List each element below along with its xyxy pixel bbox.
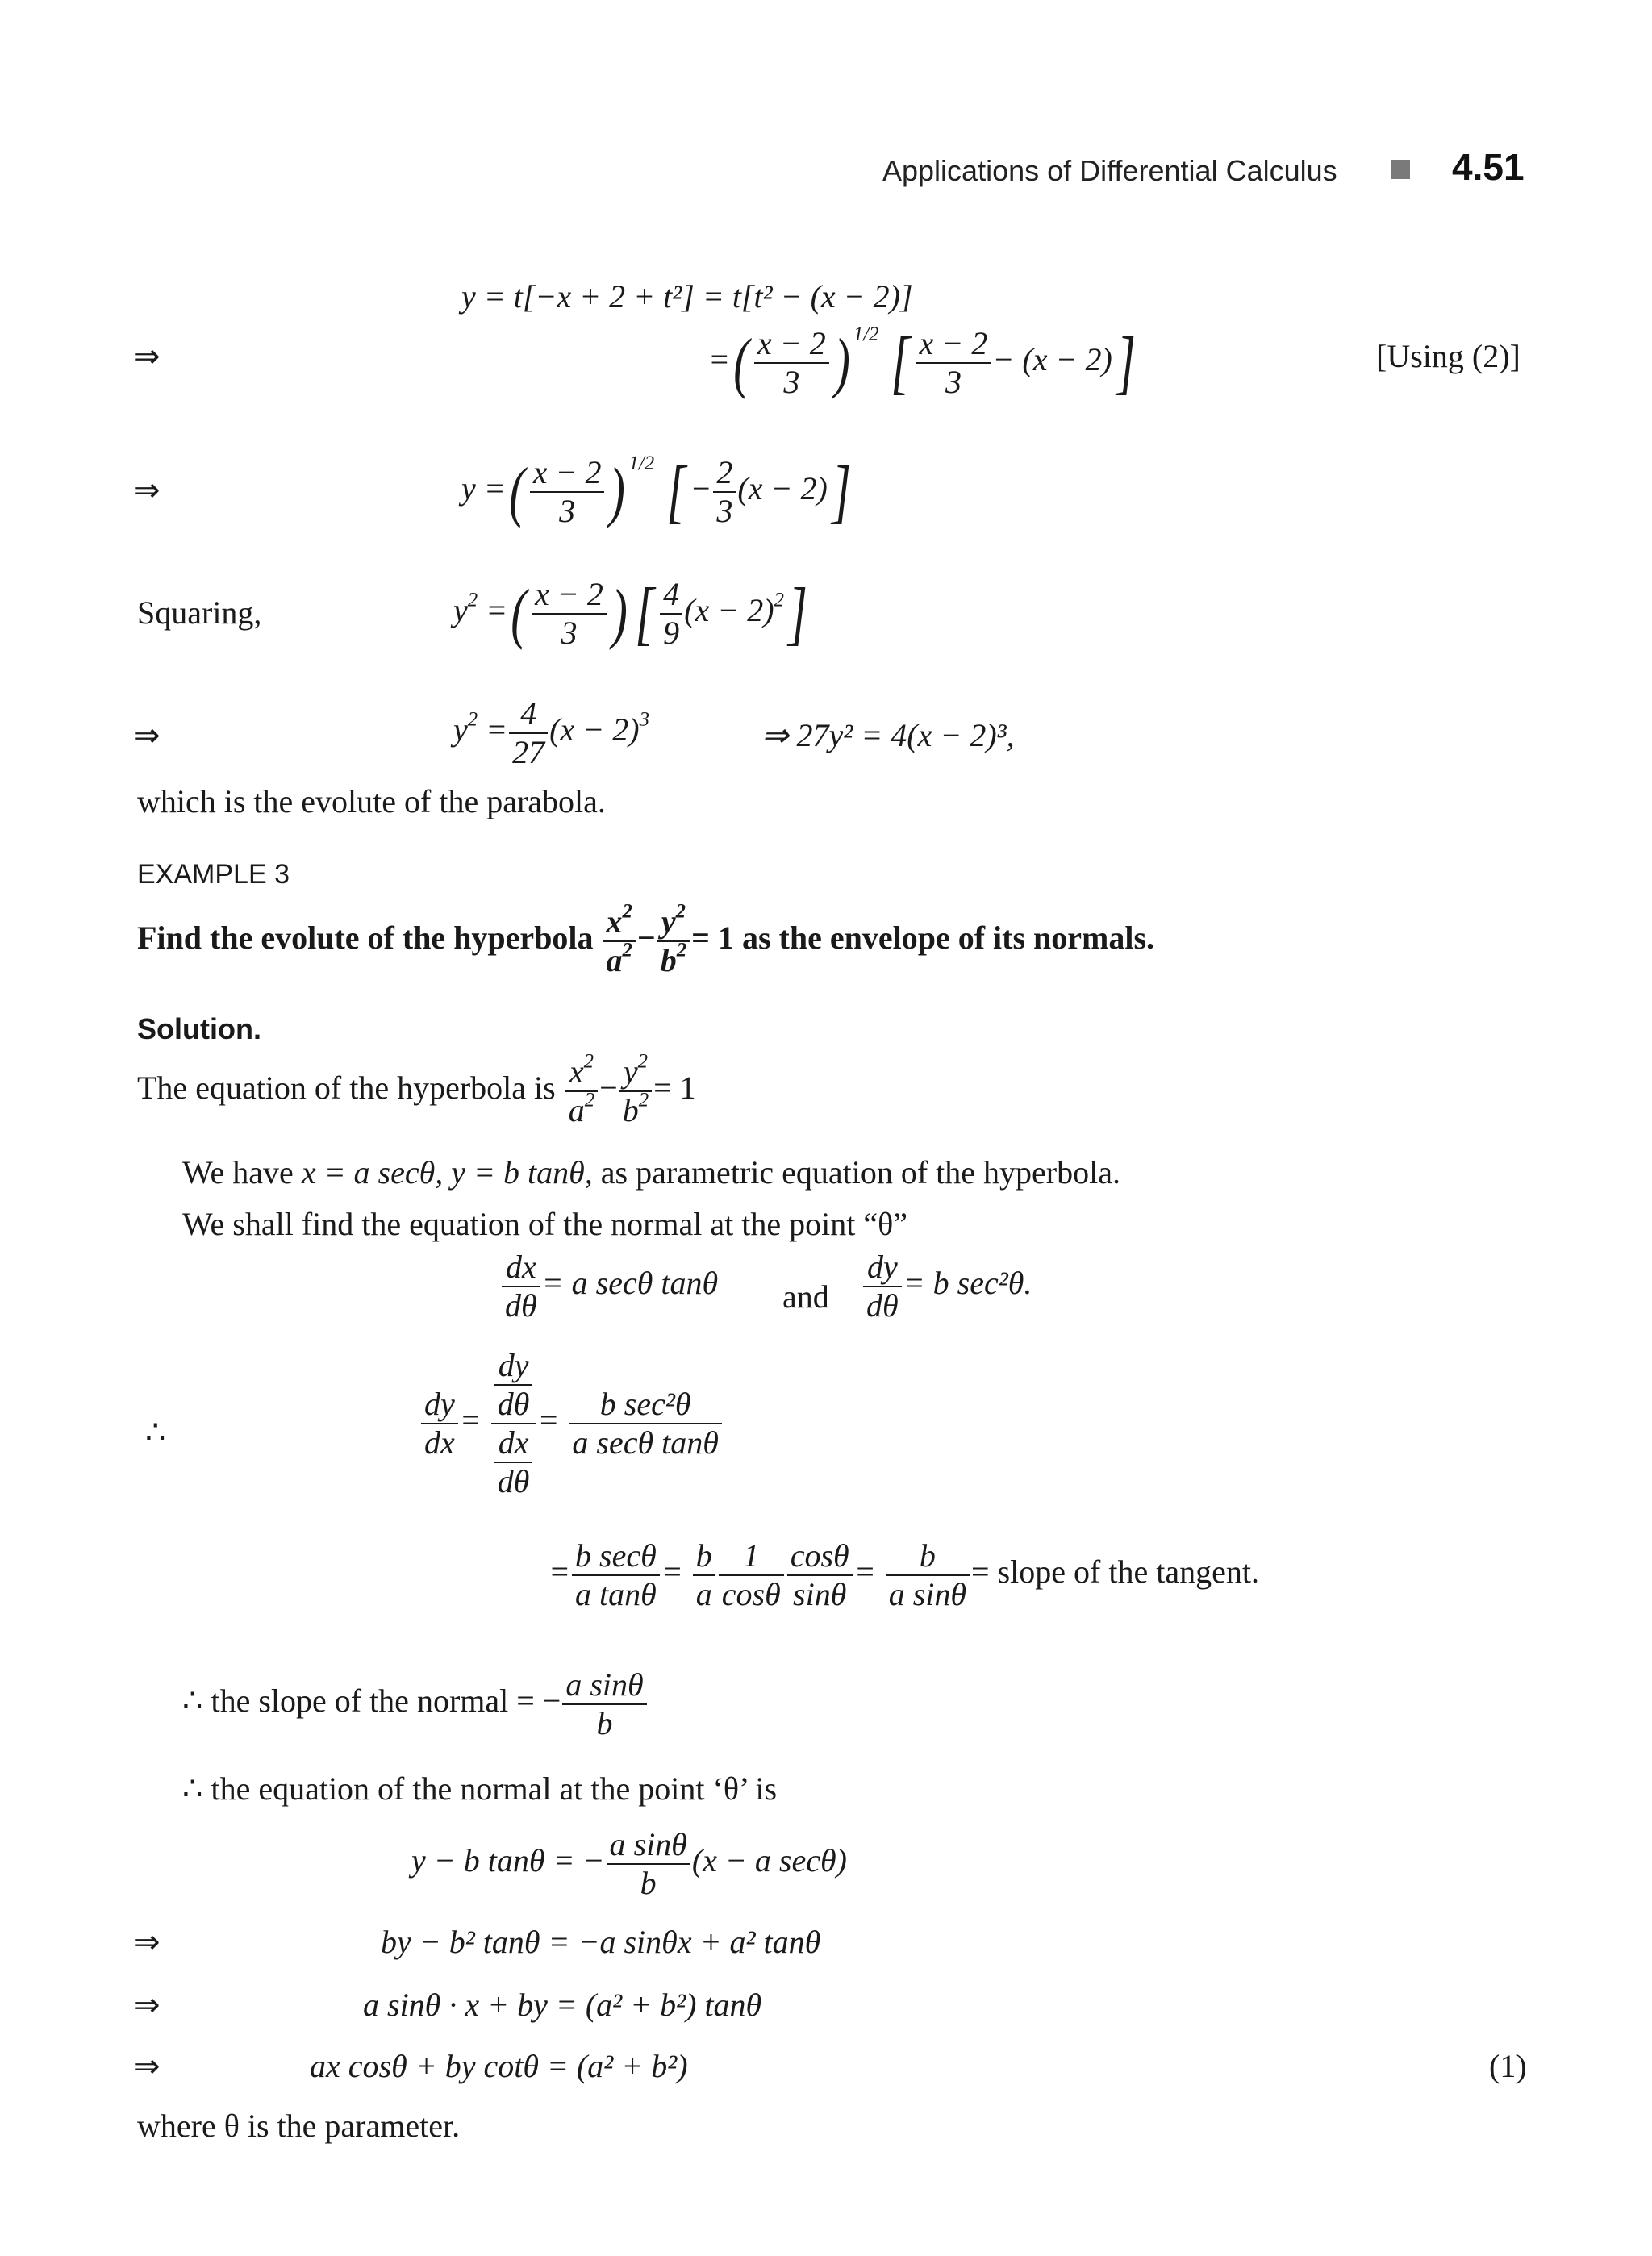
dy-dx-equation: $\frac{dy}{dx}$ = $\frac{\frac{dy}{d\theta}}{\frac{dx}{d\theta}}$ = $\frac{\text{b sec²θ}}{\text{a secθ tanθ}}$ [419, 1347, 724, 1500]
implies-symbol: ⇒ [133, 2048, 161, 2084]
page-number: 4.51 [1452, 146, 1525, 188]
equation-2: =( $\frac{x - 2}{3}$ ) $^{1/2}$ [ $\frac{x - 2}{3}$ − (x − 2)] [708, 323, 1136, 402]
hyperbola-equation-line: The equation of the hyperbola is $\frac{x^2}{a^2}$ − $\frac{y^2}{b^2}$ = 1 [137, 1050, 696, 1128]
chapter-title: Applications of Differential Calculus [882, 154, 1337, 187]
derivative-dx: $\frac{dx}{d\theta}$ = a secθ tanθ [500, 1249, 718, 1324]
normal-slope: ∴ the slope of the normal = − $\frac{\text{a sinθ}}{b}$ [182, 1666, 649, 1742]
and-word: and [782, 1278, 829, 1315]
example-label: EXAMPLE 3 [137, 859, 290, 890]
using-reference: [Using (2)] [1376, 338, 1521, 374]
normal-equation-4: ax cosθ + by cotθ = (a² + b²) [310, 2048, 688, 2084]
equation-1: y = t[−x + 2 + t²] = t[t² − (x − 2)] [461, 278, 913, 315]
implies-symbol: ⇒ [133, 338, 161, 374]
squaring-label: Squaring, [137, 594, 262, 631]
parameter-note: where θ is the parameter. [137, 2108, 461, 2144]
normal-equation-1: y − b tanθ = − $\frac{\text{a sinθ}}{b}$ (x − a secθ) [411, 1826, 847, 1901]
evolute-conclusion: which is the evolute of the parabola. [137, 783, 606, 819]
implies-symbol: ⇒ [133, 717, 161, 753]
therefore-symbol: ∴ [145, 1414, 166, 1450]
header-square-icon [1391, 160, 1410, 179]
implies-symbol: ⇒ [133, 472, 161, 508]
equation-5: $y^2$ = $\frac{4}{27}$ $(x - 2)^3$ [453, 695, 649, 770]
example-statement: Find the evolute of the hyperbola $\frac{x^2}{a^2}$ − $\frac{y^2}{b^2}$ = 1 as the envelope of its normals. [137, 900, 1155, 978]
equation-4: $y^2$ =( $\frac{x - 2}{3}$ ) [ $\frac{4}{9}$ $(x - 2)^2$] [453, 574, 808, 653]
normal-equation-2: by − b² tanθ = −a sinθx + a² tanθ [381, 1924, 821, 1960]
implies-symbol: ⇒ [133, 1924, 161, 1960]
equation-number: (1) [1489, 2048, 1527, 2084]
parametric-line: We have x = a secθ, y = b tanθ, as parametric equation of the hyperbola. [182, 1154, 1120, 1191]
derivative-dy: $\frac{dy}{d\theta}$ = b sec²θ. [861, 1249, 1032, 1324]
implies-symbol: ⇒ [133, 1987, 161, 2023]
equation-5-right: ⇒ 27y² = 4(x − 2)³, [761, 717, 1015, 753]
normal-equation-intro: ∴ the equation of the normal at the point ‘θ’ is [182, 1770, 778, 1807]
normal-point-line: We shall find the equation of the normal at the point “θ” [182, 1206, 908, 1242]
equation-3: y =( $\frac{x - 2}{3}$ ) $^{1/2}$ [ − $\frac{2}{3}$ (x − 2)] [461, 452, 851, 531]
solution-label: Solution. [137, 1012, 261, 1045]
slope-simplification: = $\frac{\text{b secθ}}{\text{a tanθ}}$ = $\frac{b}{a}$ $\frac{1}{\cos\theta}$ $\frac{\cos\theta}{\sin\theta}$ = $\frac{b}{\text{a sinθ}}$ = slope of the tangent. [549, 1537, 1259, 1612]
normal-equation-3: a sinθ · x + by = (a² + b²) tanθ [363, 1987, 762, 2023]
